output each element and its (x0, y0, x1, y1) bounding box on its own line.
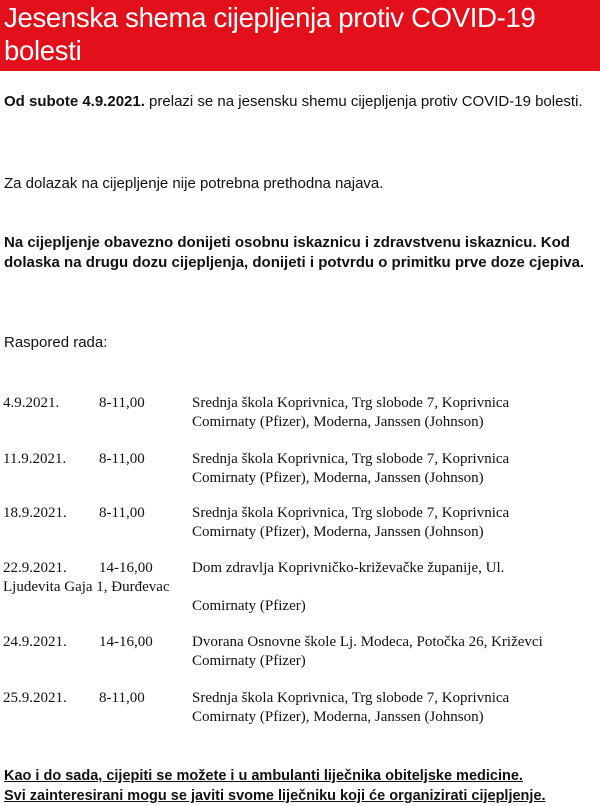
footer-line-1: Kao i do sada, cijepiti se možete i u ambulanti liječnika obiteljske medicine. (4, 768, 523, 784)
footer-line-2: Svi zainteresirani mogu se javiti svome liječniku koji će organizirati cijepljenje. (4, 788, 546, 804)
no-appointment-text: Za dolazak na cijepljenje nije potrebna prethodna najava. (4, 175, 384, 192)
schedule-date: 24.9.2021. (3, 634, 67, 650)
schedule-date: 4.9.2021. (3, 395, 60, 411)
schedule-location: Srednja škola Koprivnica, Trg slobode 7, Koprivnica (192, 451, 510, 467)
schedule-vaccines: Comirnaty (Pfizer), Moderna, Janssen (Johnson) (192, 470, 484, 486)
schedule-location: Srednja škola Koprivnica, Trg slobode 7, Koprivnica (192, 690, 510, 706)
schedule-time: 8-11,00 (99, 690, 145, 706)
schedule-vaccines: Comirnaty (Pfizer), Moderna, Janssen (Johnson) (192, 524, 484, 540)
page-title: Jesenska shema cijepljenja protiv COVID-19 bolesti (4, 2, 536, 66)
schedule-vaccines: Comirnaty (Pfizer), Moderna, Janssen (Johnson) (192, 709, 484, 725)
schedule-vaccines: Comirnaty (Pfizer) (192, 598, 306, 614)
schedule-label: Raspored rada: (4, 334, 108, 351)
schedule-time: 8-11,00 (99, 505, 145, 521)
intro-text: prelazi se na jesensku shemu cijepljenja protiv COVID-19 bolesti. (144, 93, 583, 110)
page-header (0, 0, 600, 71)
schedule-vaccines: Comirnaty (Pfizer) (192, 653, 306, 669)
schedule-location: Dom zdravlja Koprivničko-križevačke županije, Ul. (192, 560, 505, 576)
schedule-date: 11.9.2021. (3, 451, 67, 467)
schedule-location: Dvorana Osnovne škole Lj. Modeca, Potočka 26, Križevci (192, 634, 543, 650)
schedule-time: 8-11,00 (99, 451, 145, 467)
schedule-date: 18.9.2021. (3, 505, 67, 521)
intro-paragraph (4, 92, 596, 112)
schedule-location: Srednja škola Koprivnica, Trg slobode 7, Koprivnica (192, 395, 510, 411)
schedule-time: 14-16,00 (99, 634, 153, 650)
documents-notice: Na cijepljenje obavezno donijeti osobnu iskaznicu i zdravstvenu iskaznicu. Kod dolaska na drugu dozu cijepljenja, donijeti i potvrdu o primitku prve doze cjepiva. (4, 234, 585, 271)
schedule-location: Srednja škola Koprivnica, Trg slobode 7, Koprivnica (192, 505, 510, 521)
schedule-location-continued: Ljudevita Gaja 1, Đurđevac (3, 579, 170, 595)
schedule-vaccines: Comirnaty (Pfizer), Moderna, Janssen (Johnson) (192, 414, 484, 430)
intro-date: Od subote 4.9.2021. (4, 93, 145, 110)
schedule-date: 25.9.2021. (3, 690, 67, 706)
schedule-time: 8-11,00 (99, 395, 145, 411)
schedule-time: 14-16,00 (99, 560, 153, 576)
schedule-date: 22.9.2021. (3, 560, 67, 576)
